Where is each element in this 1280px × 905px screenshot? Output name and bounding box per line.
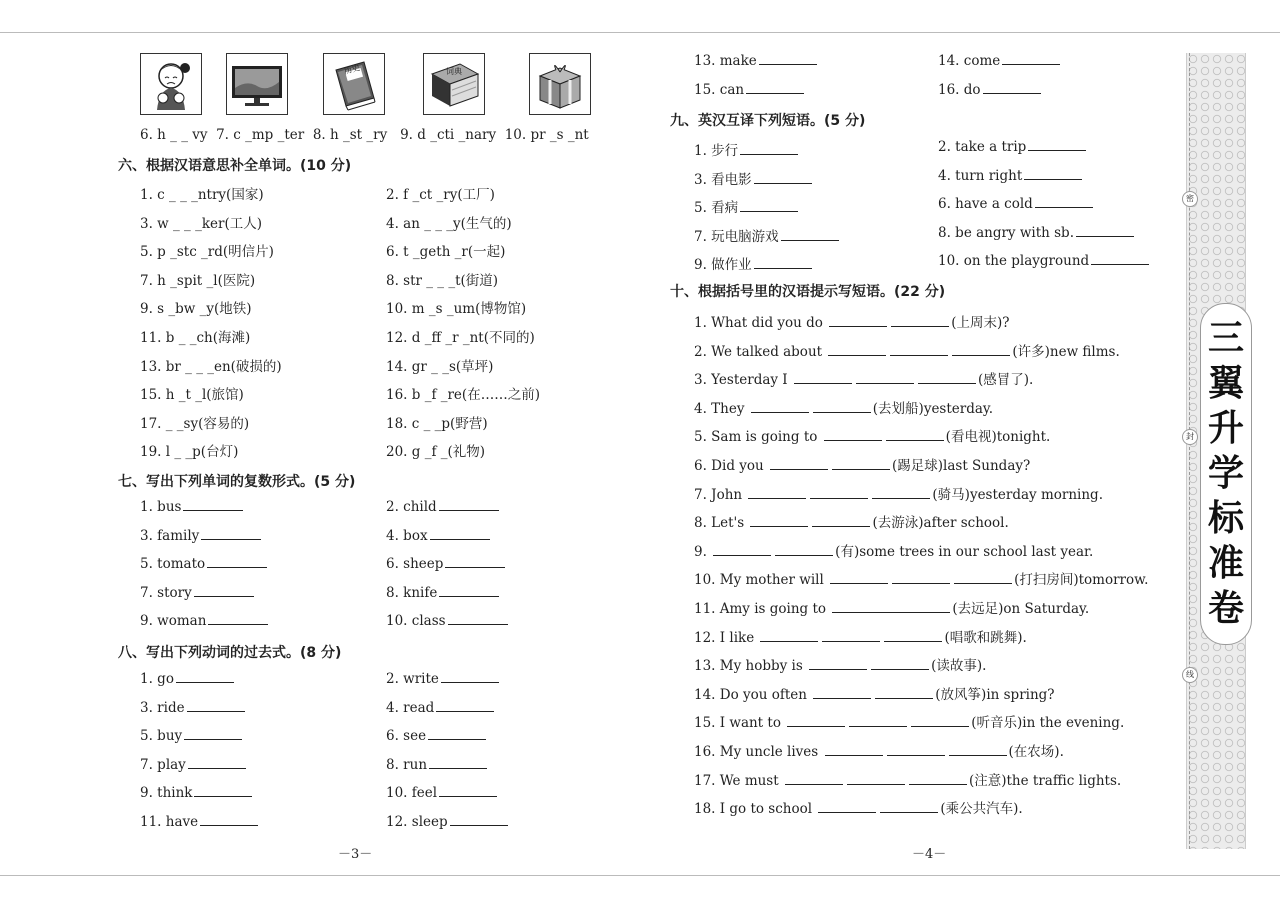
answer-blank[interactable] [187, 700, 245, 712]
answer-blank[interactable] [822, 630, 880, 642]
phrase-item [694, 683, 1055, 703]
exercise-text: 8. be angry with sb. [938, 224, 1074, 241]
section8-title: 八、写出下列动词的过去式。(8 分) [118, 645, 342, 661]
exercise-item [140, 700, 247, 716]
exercise-text: 5. p _stc _rd(明信片) [140, 244, 274, 261]
exercise-item [938, 253, 1151, 269]
exercise-item [140, 383, 244, 403]
exercise-item [140, 355, 282, 375]
exercise-text: 7. play [140, 756, 186, 773]
exercise-text: 10. m _s _um(博物馆) [386, 301, 527, 318]
phrase-prefix: 9. [694, 543, 712, 560]
exercise-item [938, 225, 1136, 241]
phrase-item [694, 654, 986, 674]
answer-blank[interactable] [441, 671, 499, 683]
phrase-item [694, 540, 1093, 560]
exercise-text: 17. _ _sy(容易的) [140, 415, 250, 432]
answer-blank[interactable] [887, 744, 945, 756]
exercise-text: 2. write [386, 671, 439, 687]
section7-title: 七、写出下列单词的复数形式。(5 分) [118, 474, 356, 490]
phrase-prefix: 5. Sam is going to [694, 429, 822, 446]
answer-blank[interactable] [740, 200, 798, 212]
exercise-text: 2. f _ct _ry(工厂) [386, 187, 495, 203]
exercise-item [386, 613, 510, 629]
picture-word: 8. h _st _ry [312, 127, 388, 143]
phrase-suffix: (读故事). [931, 658, 987, 675]
exercise-text: 7. 玩电脑游戏 [694, 228, 779, 245]
exercise-item [140, 326, 250, 346]
answer-blank[interactable] [918, 372, 976, 384]
answer-blank[interactable] [740, 143, 798, 155]
picture-word: 10. pr _s _nt [504, 127, 589, 143]
phrase-suffix: (去划船)yesterday. [872, 400, 994, 417]
exercise-text: 9. 做作业 [694, 257, 752, 274]
exercise-item [386, 383, 540, 403]
exercise-text: 9. woman [140, 613, 207, 630]
phrase-item [694, 511, 1009, 531]
exercise-item [386, 269, 498, 289]
exercise-text: 6. have a cold [938, 196, 1033, 213]
answer-blank[interactable] [751, 401, 809, 413]
exercise-text: 11. have [140, 814, 199, 830]
exercise-item [386, 585, 501, 601]
exercise-text: 11. b _ _ch(海滩) [140, 330, 251, 346]
banner-character: 准 [1207, 543, 1244, 584]
exercise-item [694, 225, 841, 245]
phrase-prefix: 2. We talked about [694, 343, 827, 360]
answer-blank[interactable] [890, 344, 948, 356]
exercise-item [140, 528, 263, 544]
answer-blank[interactable] [428, 728, 486, 740]
exercise-text: 1. bus [140, 499, 182, 515]
answer-blank[interactable] [830, 572, 888, 584]
phrase-item [694, 397, 993, 417]
exercise-text: 4. box [386, 527, 428, 544]
phrase-prefix: 17. We must [694, 772, 783, 789]
answer-blank[interactable] [754, 172, 812, 184]
section9-title: 九、英汉互译下列短语。(5 分) [670, 113, 866, 129]
exercise-item [386, 700, 496, 716]
exercise-item [386, 412, 488, 432]
exercise-text: 4. an _ _ _y(生气的) [386, 215, 512, 232]
answer-blank[interactable] [746, 82, 804, 94]
exercise-item [386, 355, 493, 375]
exercise-text: 10. on the playground [938, 253, 1090, 270]
banner-title [1201, 316, 1251, 631]
exercise-text: 4. read [386, 699, 435, 716]
banner-character: 升 [1207, 408, 1244, 449]
exercise-item [140, 785, 254, 801]
answer-blank[interactable] [1024, 168, 1082, 180]
phrase-item [694, 740, 1064, 760]
phrase-suffix: (骑马)yesterday morning. [932, 486, 1103, 503]
exercise-item [140, 412, 249, 432]
exercise-item [140, 240, 274, 260]
answer-blank[interactable] [1028, 139, 1086, 151]
phrase-prefix: 14. Do you often [694, 686, 812, 703]
answer-blank[interactable] [439, 785, 497, 797]
dictionary-label: 词典 [446, 67, 462, 76]
phrase-item [694, 711, 1124, 731]
answer-blank[interactable] [183, 499, 243, 511]
phrase-suffix: (去远足)on Saturday. [952, 601, 1090, 617]
seal-mark: 线 [1182, 667, 1198, 683]
answer-blank[interactable] [207, 556, 267, 568]
exercise-item [140, 757, 248, 773]
banner-character: 卷 [1207, 588, 1244, 629]
phrase-suffix: (听音乐)in the evening. [971, 715, 1125, 732]
exercise-item [140, 585, 256, 601]
exercise-text: 5. buy [140, 728, 183, 745]
exercise-text: 10. feel [386, 785, 438, 802]
answer-blank[interactable] [436, 700, 494, 712]
picture-word: 7. c _mp _ter [216, 127, 305, 143]
answer-blank[interactable] [954, 572, 1012, 584]
picture-words [140, 127, 589, 143]
exercise-item [140, 440, 238, 460]
answer-blank[interactable] [825, 744, 883, 756]
history-book-picture [323, 53, 385, 115]
picture-row [110, 53, 630, 117]
phrase-prefix: 8. Let's [694, 515, 749, 532]
phrase-suffix: (注意)the traffic lights. [968, 772, 1122, 789]
exercise-text: 13. br _ _ _en(破损的) [140, 358, 282, 375]
phrase-suffix: (去游泳)after school. [872, 515, 1009, 532]
answer-blank[interactable] [891, 315, 949, 327]
exercise-text: 14. come [938, 53, 1001, 69]
phrase-item [694, 368, 1033, 388]
answer-blank[interactable] [201, 528, 261, 540]
phrase-item [694, 483, 1103, 503]
answer-blank[interactable] [856, 372, 914, 384]
exercise-text: 8. str _ _ _t(街道) [386, 272, 499, 289]
phrase-suffix: (有)some trees in our school last year. [835, 543, 1094, 560]
phrase-suffix: (许多)new films. [1012, 343, 1120, 360]
exercise-item [694, 196, 800, 216]
answer-blank[interactable] [809, 658, 867, 670]
exercise-item [140, 613, 270, 629]
television-picture [226, 53, 288, 115]
answer-blank[interactable] [813, 401, 871, 413]
answer-blank[interactable] [748, 487, 806, 499]
answer-blank[interactable] [818, 801, 876, 813]
picture-word: 6. h _ _ vy [140, 127, 208, 143]
phrase-prefix: 15. I want to [694, 715, 786, 732]
exercise-item [694, 82, 806, 98]
exercise-text: 20. g _f _(礼物) [386, 444, 486, 461]
seal-mark: 密 [1182, 191, 1198, 207]
exercise-text: 15. can [694, 81, 745, 98]
banner-character: 标 [1207, 498, 1244, 539]
answer-blank[interactable] [1091, 253, 1149, 265]
exercise-item [938, 82, 1043, 98]
exercise-text: 12. d _ff _r _nt(不同的) [386, 330, 535, 346]
exercise-item [386, 556, 507, 572]
answer-blank[interactable] [884, 630, 942, 642]
answer-blank[interactable] [448, 613, 508, 625]
exercise-text: 16. do [938, 81, 981, 98]
phrase-prefix: 10. My mother will [694, 572, 829, 589]
exercise-text: 7. story [140, 584, 192, 601]
answer-blank[interactable] [439, 585, 499, 597]
exercise-item [386, 757, 489, 773]
banner-character: 翼 [1207, 363, 1244, 404]
answer-blank[interactable] [787, 715, 845, 727]
answer-blank[interactable] [450, 814, 508, 826]
exercise-text: 9. think [140, 785, 193, 802]
answer-blank[interactable] [880, 801, 938, 813]
answer-blank[interactable] [832, 601, 950, 613]
exercise-item [386, 528, 492, 544]
exercise-text: 3. w _ _ _ker(工人) [140, 215, 263, 232]
exercise-text: 7. h _spit _l(医院) [140, 272, 256, 289]
exercise-item [386, 671, 501, 687]
exercise-item [938, 53, 1062, 69]
answer-blank[interactable] [750, 515, 808, 527]
section10-title: 十、根据括号里的汉语提示写短语。(22 分) [670, 284, 946, 300]
answer-blank[interactable] [824, 429, 882, 441]
exercise-item [140, 269, 255, 289]
exercise-item [386, 326, 535, 346]
answer-blank[interactable] [1035, 196, 1093, 208]
gift-box-picture [529, 53, 591, 115]
answer-blank[interactable] [983, 82, 1041, 94]
exercise-text: 19. l _ _p(台灯) [140, 444, 239, 461]
seal-line [1189, 53, 1190, 849]
banner-character: 学 [1207, 453, 1244, 494]
phrase-prefix: 6. Did you [694, 458, 768, 474]
answer-blank[interactable] [911, 715, 969, 727]
answer-blank[interactable] [176, 671, 234, 683]
answer-blank[interactable] [445, 556, 505, 568]
banner-character: 三 [1207, 318, 1244, 359]
exercise-text: 18. c _ _p(野营) [386, 415, 488, 432]
exercise-text: 5. 看病 [694, 200, 739, 217]
exercise-text: 1. go [140, 671, 174, 687]
phrase-suffix: (放风筝)in spring? [935, 686, 1055, 703]
phrase-item [694, 769, 1121, 789]
exercise-text: 15. h _t _l(旅馆) [140, 387, 244, 404]
answer-blank[interactable] [754, 257, 812, 269]
phrase-suffix: (上周末)? [951, 315, 1010, 331]
exercise-text: 13. make [694, 53, 757, 69]
exercise-item [694, 139, 800, 159]
exercise-item [140, 499, 245, 515]
title-banner [1200, 303, 1252, 645]
exercise-item [140, 212, 262, 232]
phrase-suffix: (感冒了). [977, 372, 1034, 389]
exercise-item [938, 168, 1084, 184]
exercise-item [694, 168, 814, 188]
exercise-text: 4. turn right [938, 167, 1023, 184]
phrase-item [694, 568, 1148, 588]
exercise-item [386, 212, 512, 232]
answer-blank[interactable] [832, 458, 890, 470]
phrase-item [694, 425, 1050, 445]
phrase-prefix: 13. My hobby is [694, 658, 808, 675]
answer-blank[interactable] [429, 757, 487, 769]
answer-blank[interactable] [886, 429, 944, 441]
history-label: 历史 [343, 62, 361, 77]
answer-blank[interactable] [847, 773, 905, 785]
answer-blank[interactable] [872, 487, 930, 499]
exercise-text: 8. run [386, 756, 428, 773]
answer-blank[interactable] [430, 528, 490, 540]
exercise-text: 12. sleep [386, 814, 448, 830]
answer-blank[interactable] [949, 744, 1007, 756]
answer-blank[interactable] [1076, 225, 1134, 237]
answer-blank[interactable] [188, 757, 246, 769]
answer-blank[interactable] [439, 499, 499, 511]
phrase-prefix: 1. What did you do [694, 315, 828, 331]
answer-blank[interactable] [781, 229, 839, 241]
phrase-suffix: (看电视)tonight. [945, 429, 1051, 446]
answer-blank[interactable] [794, 372, 852, 384]
exercise-text: 1. c _ _ _ntry(国家) [140, 187, 264, 203]
page-number: －3－ [338, 847, 373, 862]
answer-blank[interactable] [812, 515, 870, 527]
answer-blank[interactable] [713, 544, 771, 556]
exercise-text: 3. family [140, 527, 200, 544]
exercise-item [694, 253, 814, 273]
dictionary-picture [423, 53, 485, 115]
phrase-suffix: (乘公共汽车). [940, 801, 1023, 818]
answer-blank[interactable] [909, 773, 967, 785]
exercise-text: 8. knife [386, 584, 438, 601]
phrase-suffix: (在农场). [1008, 744, 1064, 760]
answer-blank[interactable] [871, 658, 929, 670]
exercise-item [140, 671, 236, 687]
exercise-item [140, 183, 264, 203]
answer-blank[interactable] [810, 487, 868, 499]
left-page [110, 33, 650, 875]
answer-blank[interactable] [952, 344, 1010, 356]
answer-blank[interactable] [1002, 53, 1060, 65]
answer-blank[interactable] [813, 687, 871, 699]
answer-blank[interactable] [775, 544, 833, 556]
exercise-item [386, 814, 510, 830]
phrase-suffix: (踢足球)last Sunday? [892, 458, 1031, 474]
exercise-text: 2. take a trip [938, 139, 1027, 155]
answer-blank[interactable] [194, 585, 254, 597]
right-page [670, 33, 1170, 875]
exercise-text: 2. child [386, 499, 437, 515]
exercise-item [386, 297, 526, 317]
exercise-item [694, 53, 819, 69]
phrase-prefix: 12. I like [694, 629, 759, 646]
phrase-prefix: 18. I go to school [694, 801, 817, 818]
phrase-prefix: 4. They [694, 400, 749, 417]
answer-blank[interactable] [200, 814, 258, 826]
exam-sheet [0, 32, 1280, 876]
exercise-item [140, 814, 260, 830]
answer-blank[interactable] [849, 715, 907, 727]
phrase-item [694, 454, 1030, 474]
answer-blank[interactable] [194, 785, 252, 797]
phrase-item [694, 797, 1023, 817]
picture-word: 9. d _cti _nary [400, 127, 497, 143]
answer-blank[interactable] [829, 315, 887, 327]
section6-title: 六、根据汉语意思补全单词。(10 分) [118, 158, 352, 174]
answer-blank[interactable] [759, 53, 817, 65]
exercise-text: 1. 步行 [694, 143, 739, 159]
exercise-text: 6. sheep [386, 556, 444, 573]
exercise-item [938, 196, 1095, 212]
exercise-item [386, 183, 495, 203]
exercise-item [386, 499, 501, 515]
seal-mark: 封 [1182, 429, 1198, 445]
crying-child-picture [140, 53, 202, 115]
page-number: －4－ [912, 847, 947, 862]
exercise-text: 16. b _f _re(在……之前) [386, 387, 540, 404]
exercise-item [140, 728, 244, 744]
answer-blank[interactable] [208, 613, 268, 625]
answer-blank[interactable] [785, 773, 843, 785]
exercise-text: 3. ride [140, 699, 185, 716]
exercise-text: 14. gr _ _s(草坪) [386, 358, 494, 375]
answer-blank[interactable] [184, 728, 242, 740]
answer-blank[interactable] [770, 458, 828, 470]
exercise-item [386, 240, 505, 260]
answer-blank[interactable] [892, 572, 950, 584]
exercise-item [140, 556, 269, 572]
phrase-item [694, 626, 1027, 646]
answer-blank[interactable] [828, 344, 886, 356]
exercise-text: 5. tomato [140, 556, 206, 573]
exercise-item [386, 785, 499, 801]
answer-blank[interactable] [760, 630, 818, 642]
exercise-text: 9. s _bw _y(地铁) [140, 301, 252, 318]
exercise-item [386, 440, 485, 460]
exercise-text: 6. t _geth _r(一起) [386, 244, 506, 261]
exercise-item [938, 139, 1088, 155]
exercise-item [140, 297, 252, 317]
phrase-suffix: (打扫房间)tomorrow. [1014, 572, 1149, 589]
answer-blank[interactable] [875, 687, 933, 699]
exercise-item [386, 728, 488, 744]
phrase-prefix: 3. Yesterday I [694, 372, 792, 389]
exercise-text: 6. see [386, 728, 427, 745]
phrase-prefix: 7. John [694, 486, 747, 503]
phrase-item [694, 340, 1120, 360]
phrase-item [694, 311, 1009, 331]
exercise-text: 3. 看电影 [694, 171, 752, 188]
exercise-text: 10. class [386, 613, 446, 630]
phrase-prefix: 11. Amy is going to [694, 601, 831, 617]
phrase-prefix: 16. My uncle lives [694, 744, 823, 760]
phrase-suffix: (唱歌和跳舞). [944, 629, 1027, 646]
phrase-item [694, 597, 1089, 617]
